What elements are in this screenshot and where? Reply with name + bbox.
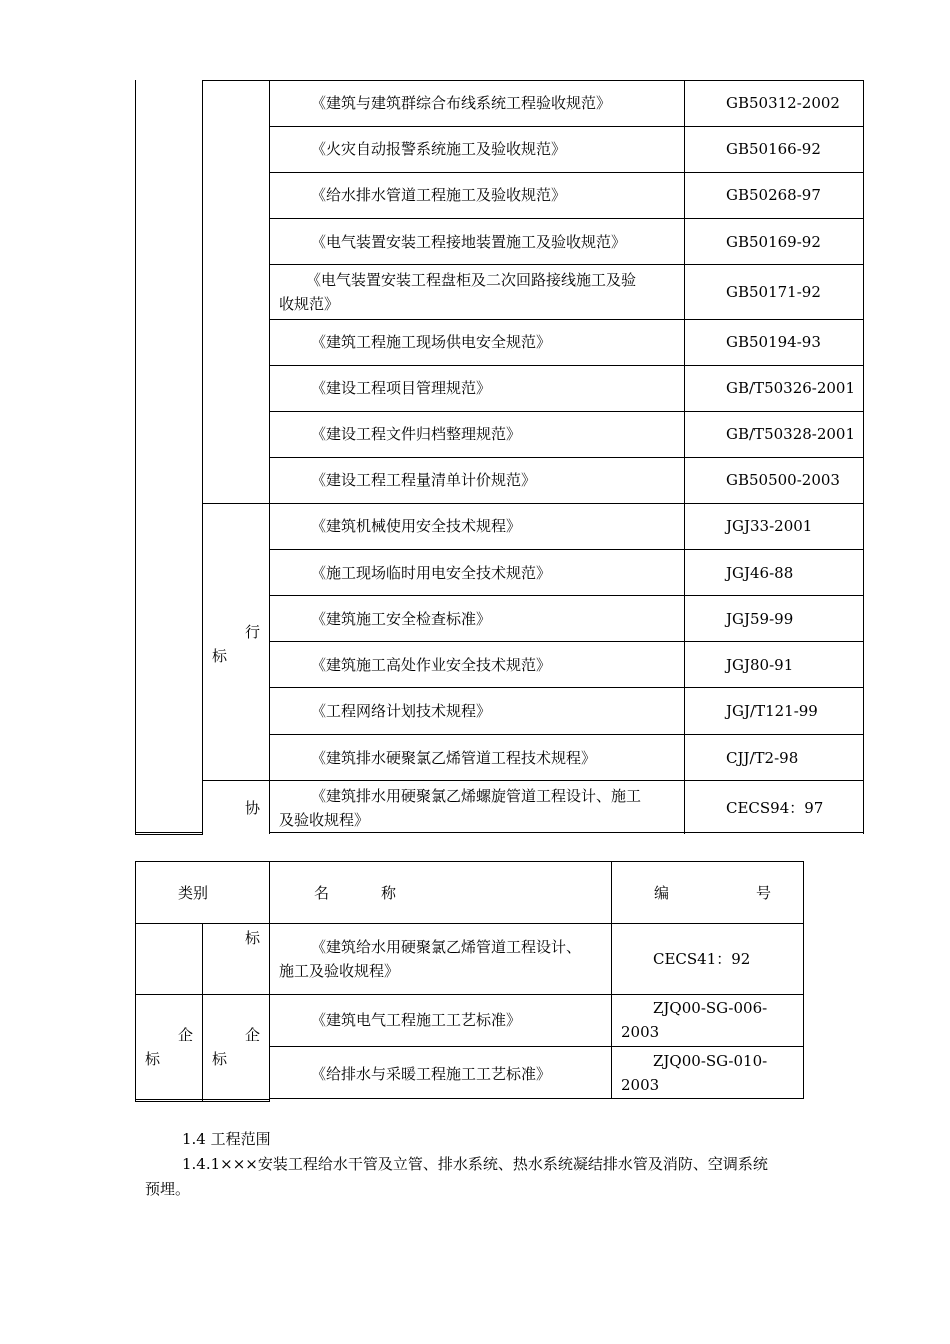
standard-code: ZJQ00-SG-006- <box>653 999 768 1017</box>
standard-name: 《建筑施工高处作业安全技术规范》 <box>311 656 552 674</box>
header-code-2: 号 <box>756 884 772 902</box>
sub-category-label: 标 <box>245 929 261 947</box>
standard-code: JGJ80-91 <box>726 656 794 674</box>
standard-name: 《建筑给水用硬聚氯乙烯管道工程设计、 <box>311 938 582 956</box>
standard-name: 《建筑电气工程施工工艺标准》 <box>311 1011 522 1029</box>
section-paragraph: 1.4.1×××安装工程给水干管及立管、排水系统、热水系统凝结排水管及消防、空调系统 <box>182 1155 768 1173</box>
standard-code: CECS94：97 <box>726 799 824 817</box>
header-name-2: 称 <box>381 884 397 902</box>
standard-name-cont: 施工及验收规程》 <box>279 962 400 980</box>
standard-name: 《给水排水管道工程施工及验收规范》 <box>311 186 567 204</box>
standard-code: GB/T50326-2001 <box>726 379 856 397</box>
standard-name: 《电气装置安装工程接地装置施工及验收规范》 <box>311 233 627 251</box>
standard-name-cont: 收规范》 <box>279 295 340 313</box>
standard-code: CJJ/T2-98 <box>726 749 799 767</box>
standard-code: GB50194-93 <box>726 333 821 351</box>
category-label-biao-a: 标 <box>145 1050 161 1068</box>
header-name-1: 名 <box>314 884 330 902</box>
category-label-biao-b: 标 <box>212 1050 228 1068</box>
standard-name: 《火灾自动报警系统施工及验收规范》 <box>311 140 567 158</box>
standard-name: 《建筑机械使用安全技术规程》 <box>311 517 522 535</box>
standard-name: 《电气装置安装工程盘柜及二次回路接线施工及验 <box>306 271 637 289</box>
standard-name: 《给排水与采暖工程施工工艺标准》 <box>311 1065 552 1083</box>
standard-code: JGJ59-99 <box>726 610 794 628</box>
standard-name: 《建筑工程施工现场供电安全规范》 <box>311 333 552 351</box>
header-code-1: 编 <box>654 884 670 902</box>
standard-code: GB50171-92 <box>726 283 821 301</box>
standard-name: 《建设工程项目管理规范》 <box>311 379 492 397</box>
standard-code: JGJ46-88 <box>726 564 794 582</box>
standard-code-cont: 2003 <box>621 1076 660 1094</box>
standard-name: 《工程网络计划技术规程》 <box>311 702 492 720</box>
standard-name: 《建筑排水用硬聚氯乙烯螺旋管道工程设计、施工 <box>311 787 642 805</box>
group-label-xie: 协 <box>245 799 261 817</box>
standard-code: GB50268-97 <box>726 186 821 204</box>
standard-name: 《建筑与建筑群综合布线系统工程验收规范》 <box>311 94 612 112</box>
group-label-hang: 行 <box>245 623 261 641</box>
standard-code: CECS41：92 <box>653 950 751 968</box>
standard-code: GB/T50328-2001 <box>726 425 856 443</box>
standard-name: 《建筑施工安全检查标准》 <box>311 610 492 628</box>
standard-code: GB50169-92 <box>726 233 821 251</box>
standard-name: 《建筑排水硬聚氯乙烯管道工程技术规程》 <box>311 749 597 767</box>
standard-name: 《建设工程文件归档整理规范》 <box>311 425 522 443</box>
standard-code: GB50500-2003 <box>726 471 840 489</box>
standard-code: JGJ/T121-99 <box>726 702 818 720</box>
standard-name-cont: 及验收规程》 <box>279 811 370 829</box>
standard-code: JGJ33-2001 <box>726 517 813 535</box>
standard-code: GB50312-2002 <box>726 94 840 112</box>
section-paragraph-cont: 预埋。 <box>145 1180 191 1198</box>
standard-code-cont: 2003 <box>621 1023 660 1041</box>
standard-code: GB50166-92 <box>726 140 821 158</box>
standard-name: 《施工现场临时用电安全技术规范》 <box>311 564 552 582</box>
header-category: 类别 <box>178 884 209 902</box>
standard-code: ZJQ00-SG-010- <box>653 1052 768 1070</box>
standard-name: 《建设工程工程量清单计价规范》 <box>311 471 537 489</box>
group-label-biao: 标 <box>212 647 228 665</box>
category-label-qi-a: 企 <box>178 1026 194 1044</box>
category-label-qi-b: 企 <box>245 1026 261 1044</box>
section-heading: 1.4 工程范围 <box>182 1130 271 1148</box>
